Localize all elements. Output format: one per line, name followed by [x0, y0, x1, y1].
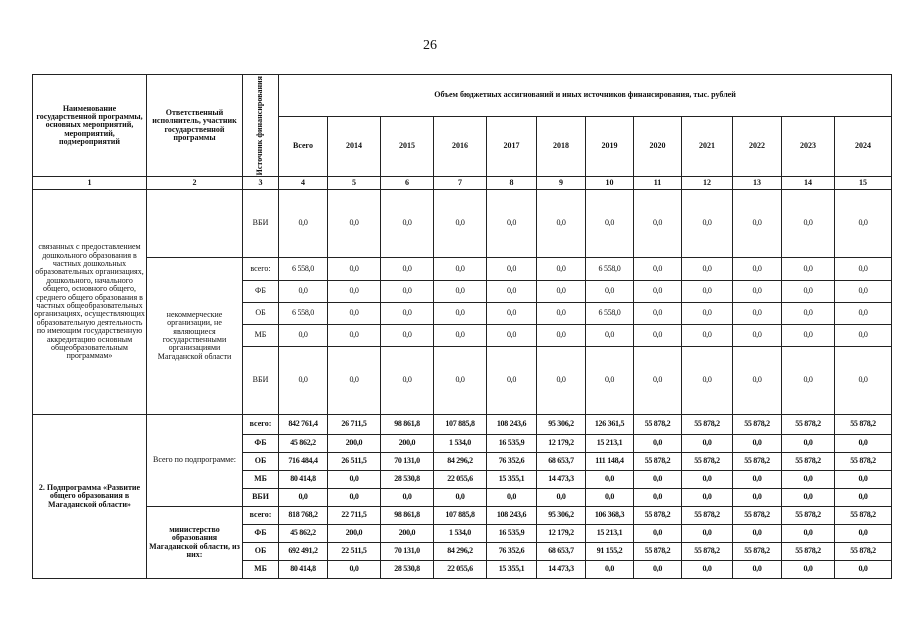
column-number-3: 3: [243, 177, 279, 190]
value-cell: 0,0: [634, 435, 682, 453]
value-cell: 84 296,2: [434, 543, 487, 561]
table-row: [33, 507, 892, 525]
value-cell: 0,0: [586, 281, 634, 303]
value-cell: 111 148,4: [586, 453, 634, 471]
header-row-1: [33, 75, 892, 117]
source-cell: МБ: [243, 471, 279, 489]
value-cell: 22 711,5: [328, 507, 381, 525]
value-cell: 80 414,8: [279, 561, 328, 579]
value-cell: 0,0: [586, 347, 634, 415]
value-cell: 0,0: [682, 561, 733, 579]
value-cell: 818 768,2: [279, 507, 328, 525]
value-cell: 0,0: [835, 561, 892, 579]
value-cell: 0,0: [733, 471, 782, 489]
header-year-2014: 2014: [328, 117, 381, 177]
executor-nonprofit: некоммерческие организации, не являющиеся государственными организациями Магаданской области: [147, 258, 243, 415]
value-cell: 716 484,4: [279, 453, 328, 471]
value-cell: 0,0: [733, 561, 782, 579]
value-cell: 55 878,2: [835, 453, 892, 471]
source-cell: ФБ: [243, 435, 279, 453]
header-year-2024: 2024: [835, 117, 892, 177]
value-cell: 0,0: [434, 347, 487, 415]
value-cell: 0,0: [733, 325, 782, 347]
value-cell: 28 530,8: [381, 561, 434, 579]
value-cell: 200,0: [328, 435, 381, 453]
value-cell: 12 179,2: [537, 435, 586, 453]
value-cell: 15 213,1: [586, 525, 634, 543]
value-cell: 76 352,6: [487, 453, 537, 471]
value-cell: 0,0: [381, 303, 434, 325]
value-cell: 126 361,5: [586, 415, 634, 435]
value-cell: 6 558,0: [279, 258, 328, 281]
header-year-2016: 2016: [434, 117, 487, 177]
value-cell: 0,0: [733, 435, 782, 453]
value-cell: 0,0: [381, 347, 434, 415]
value-cell: 55 878,2: [682, 543, 733, 561]
value-cell: 0,0: [279, 281, 328, 303]
value-cell: 55 878,2: [835, 507, 892, 525]
value-cell: 0,0: [733, 489, 782, 507]
value-cell: 6 558,0: [586, 258, 634, 281]
value-cell: 98 861,8: [381, 507, 434, 525]
value-cell: 91 155,2: [586, 543, 634, 561]
value-cell: 200,0: [381, 525, 434, 543]
column-number-10: 10: [586, 177, 634, 190]
value-cell: 0,0: [634, 190, 682, 258]
source-cell: ОБ: [243, 453, 279, 471]
value-cell: 55 878,2: [782, 543, 835, 561]
value-cell: 0,0: [835, 435, 892, 453]
value-cell: 0,0: [537, 258, 586, 281]
value-cell: 15 213,1: [586, 435, 634, 453]
value-cell: 0,0: [782, 489, 835, 507]
value-cell: 0,0: [634, 471, 682, 489]
value-cell: 0,0: [782, 258, 835, 281]
value-cell: 68 653,7: [537, 543, 586, 561]
value-cell: 0,0: [782, 435, 835, 453]
budget-table: [32, 74, 892, 579]
value-cell: 0,0: [328, 190, 381, 258]
value-cell: 26 711,5: [328, 415, 381, 435]
value-cell: 0,0: [835, 471, 892, 489]
value-cell: 15 355,1: [487, 471, 537, 489]
value-cell: 0,0: [682, 471, 733, 489]
value-cell: 0,0: [682, 489, 733, 507]
page-number: 26: [423, 38, 437, 53]
value-cell: 0,0: [835, 489, 892, 507]
value-cell: 0,0: [782, 561, 835, 579]
value-cell: 0,0: [634, 561, 682, 579]
value-cell: 0,0: [328, 489, 381, 507]
value-cell: 0,0: [487, 281, 537, 303]
value-cell: 95 306,2: [537, 415, 586, 435]
value-cell: 1 534,0: [434, 435, 487, 453]
value-cell: 0,0: [381, 281, 434, 303]
value-cell: 0,0: [634, 489, 682, 507]
source-cell: МБ: [243, 325, 279, 347]
value-cell: 0,0: [682, 303, 733, 325]
value-cell: 0,0: [434, 303, 487, 325]
value-cell: 80 414,8: [279, 471, 328, 489]
value-cell: 68 653,7: [537, 453, 586, 471]
value-cell: 0,0: [434, 489, 487, 507]
value-cell: 106 368,3: [586, 507, 634, 525]
value-cell: 0,0: [682, 435, 733, 453]
value-cell: 6 558,0: [279, 303, 328, 325]
value-cell: 0,0: [682, 525, 733, 543]
value-cell: 0,0: [733, 258, 782, 281]
ministry-executor: министерство образования Магаданской области, из них:: [147, 507, 243, 579]
source-cell: всего:: [243, 258, 279, 281]
source-cell: ВБИ: [243, 347, 279, 415]
value-cell: 0,0: [782, 471, 835, 489]
value-cell: 55 878,2: [733, 543, 782, 561]
value-cell: 45 862,2: [279, 525, 328, 543]
column-number-4: 4: [279, 177, 328, 190]
subprogram-2-name: 2. Подпрограмма «Развитие общего образования в Магаданской области»: [33, 415, 147, 579]
value-cell: 0,0: [682, 347, 733, 415]
value-cell: 55 878,2: [682, 507, 733, 525]
value-cell: 0,0: [733, 347, 782, 415]
value-cell: 0,0: [733, 525, 782, 543]
value-cell: 84 296,2: [434, 453, 487, 471]
value-cell: 55 878,2: [835, 415, 892, 435]
value-cell: 0,0: [328, 325, 381, 347]
value-cell: 12 179,2: [537, 525, 586, 543]
table-row: [33, 415, 892, 435]
value-cell: 0,0: [279, 325, 328, 347]
value-cell: 0,0: [782, 303, 835, 325]
value-cell: 45 862,2: [279, 435, 328, 453]
header-year-2018: 2018: [537, 117, 586, 177]
value-cell: 0,0: [682, 325, 733, 347]
value-cell: 55 878,2: [682, 453, 733, 471]
value-cell: 0,0: [487, 489, 537, 507]
value-cell: 0,0: [434, 325, 487, 347]
source-cell: ФБ: [243, 525, 279, 543]
value-cell: 0,0: [586, 489, 634, 507]
value-cell: 0,0: [782, 281, 835, 303]
header-year-2020: 2020: [634, 117, 682, 177]
value-cell: 55 878,2: [733, 507, 782, 525]
value-cell: 76 352,6: [487, 543, 537, 561]
header-source: Источник финансирования: [243, 75, 279, 177]
value-cell: 0,0: [537, 303, 586, 325]
value-cell: 70 131,0: [381, 453, 434, 471]
value-cell: 0,0: [586, 325, 634, 347]
column-number-13: 13: [733, 177, 782, 190]
value-cell: 0,0: [682, 258, 733, 281]
table-row: [33, 190, 892, 258]
value-cell: 55 878,2: [782, 507, 835, 525]
value-cell: 0,0: [537, 325, 586, 347]
value-cell: 22 511,5: [328, 543, 381, 561]
column-number-11: 11: [634, 177, 682, 190]
value-cell: 0,0: [434, 258, 487, 281]
header-year-2023: 2023: [782, 117, 835, 177]
value-cell: 108 243,6: [487, 415, 537, 435]
header-year-2017: 2017: [487, 117, 537, 177]
value-cell: 0,0: [682, 281, 733, 303]
value-cell: 0,0: [381, 325, 434, 347]
value-cell: 95 306,2: [537, 507, 586, 525]
value-cell: 55 878,2: [634, 453, 682, 471]
subprogram-total-label: Всего по подпрограмме:: [147, 415, 243, 507]
value-cell: 0,0: [328, 471, 381, 489]
value-cell: 1 534,0: [434, 525, 487, 543]
value-cell: 55 878,2: [682, 415, 733, 435]
value-cell: 0,0: [586, 471, 634, 489]
header-year-2022: 2022: [733, 117, 782, 177]
source-cell: ФБ: [243, 281, 279, 303]
value-cell: 0,0: [434, 281, 487, 303]
value-cell: 0,0: [835, 258, 892, 281]
value-cell: 70 131,0: [381, 543, 434, 561]
value-cell: 0,0: [782, 347, 835, 415]
value-cell: 0,0: [586, 561, 634, 579]
header-budget-group: Объем бюджетных ассигнований и иных источников финансирования, тыс. рублей: [279, 75, 892, 117]
source-cell: МБ: [243, 561, 279, 579]
value-cell: 0,0: [328, 561, 381, 579]
value-cell: 0,0: [279, 347, 328, 415]
header-executor: Ответственный исполнитель, участник государственной программы: [147, 75, 243, 177]
column-number-8: 8: [487, 177, 537, 190]
value-cell: 0,0: [586, 190, 634, 258]
value-cell: 0,0: [835, 325, 892, 347]
value-cell: 0,0: [537, 347, 586, 415]
value-cell: 0,0: [487, 190, 537, 258]
value-cell: 108 243,6: [487, 507, 537, 525]
value-cell: 0,0: [733, 190, 782, 258]
value-cell: 0,0: [537, 190, 586, 258]
value-cell: 0,0: [634, 347, 682, 415]
value-cell: 28 530,8: [381, 471, 434, 489]
value-cell: 15 355,1: [487, 561, 537, 579]
header-year-2015: 2015: [381, 117, 434, 177]
value-cell: 16 535,9: [487, 435, 537, 453]
value-cell: 0,0: [328, 347, 381, 415]
value-cell: 0,0: [487, 325, 537, 347]
value-cell: 0,0: [487, 258, 537, 281]
value-cell: 0,0: [634, 281, 682, 303]
table-row: [33, 258, 892, 281]
value-cell: 0,0: [835, 303, 892, 325]
value-cell: 0,0: [634, 303, 682, 325]
value-cell: 22 055,6: [434, 471, 487, 489]
source-cell: ОБ: [243, 543, 279, 561]
value-cell: 0,0: [487, 303, 537, 325]
value-cell: 55 878,2: [782, 453, 835, 471]
value-cell: 0,0: [835, 347, 892, 415]
value-cell: 0,0: [782, 325, 835, 347]
header-year-2019: 2019: [586, 117, 634, 177]
value-cell: 16 535,9: [487, 525, 537, 543]
value-cell: 0,0: [381, 489, 434, 507]
column-number-5: 5: [328, 177, 381, 190]
column-number-6: 6: [381, 177, 434, 190]
value-cell: 0,0: [434, 190, 487, 258]
value-cell: 55 878,2: [835, 543, 892, 561]
value-cell: 55 878,2: [782, 415, 835, 435]
value-cell: 0,0: [537, 489, 586, 507]
column-number-12: 12: [682, 177, 733, 190]
value-cell: 0,0: [279, 190, 328, 258]
value-cell: 0,0: [782, 190, 835, 258]
value-cell: 0,0: [782, 525, 835, 543]
column-number-2: 2: [147, 177, 243, 190]
value-cell: 107 885,8: [434, 415, 487, 435]
value-cell: 0,0: [381, 190, 434, 258]
value-cell: 0,0: [328, 258, 381, 281]
value-cell: 26 511,5: [328, 453, 381, 471]
value-cell: 107 885,8: [434, 507, 487, 525]
value-cell: 55 878,2: [733, 453, 782, 471]
source-cell: ОБ: [243, 303, 279, 325]
value-cell: 0,0: [634, 525, 682, 543]
value-cell: 200,0: [381, 435, 434, 453]
column-number-15: 15: [835, 177, 892, 190]
column-number-1: 1: [33, 177, 147, 190]
value-cell: 0,0: [537, 281, 586, 303]
value-cell: 6 558,0: [586, 303, 634, 325]
value-cell: 14 473,3: [537, 471, 586, 489]
column-number-9: 9: [537, 177, 586, 190]
value-cell: 0,0: [634, 258, 682, 281]
value-cell: 0,0: [835, 525, 892, 543]
value-cell: 0,0: [634, 325, 682, 347]
header-year-2021: 2021: [682, 117, 733, 177]
value-cell: 0,0: [328, 303, 381, 325]
value-cell: 55 878,2: [634, 507, 682, 525]
column-number-14: 14: [782, 177, 835, 190]
value-cell: 22 055,6: [434, 561, 487, 579]
subprogram-item-name: связанных с предоставлением дошкольного образования в частных дошкольных образовательных организациях, дошкольного, начального общего, основного общего, среднего общего образования в частных общеобразовательных организациях, осуществляющих образовательную деятельность по имеющим государственную аккредитацию основным общеобразовательным программам»: [33, 190, 147, 415]
value-cell: 842 761,4: [279, 415, 328, 435]
value-cell: 0,0: [279, 489, 328, 507]
source-cell: всего:: [243, 415, 279, 435]
value-cell: 0,0: [381, 258, 434, 281]
value-cell: 55 878,2: [733, 415, 782, 435]
value-cell: 0,0: [682, 190, 733, 258]
source-cell: ВБИ: [243, 190, 279, 258]
value-cell: 0,0: [487, 347, 537, 415]
value-cell: 0,0: [328, 281, 381, 303]
value-cell: 0,0: [835, 281, 892, 303]
value-cell: 692 491,2: [279, 543, 328, 561]
value-cell: 0,0: [733, 303, 782, 325]
executor-cell-empty: [147, 190, 243, 258]
header-program-name: Наименование государственной программы, основных мероприятий, мероприятий, подмероприятий: [33, 75, 147, 177]
value-cell: 55 878,2: [634, 543, 682, 561]
value-cell: 55 878,2: [634, 415, 682, 435]
header-year-total: Всего: [279, 117, 328, 177]
value-cell: 98 861,8: [381, 415, 434, 435]
column-number-7: 7: [434, 177, 487, 190]
source-cell: ВБИ: [243, 489, 279, 507]
value-cell: 200,0: [328, 525, 381, 543]
value-cell: 0,0: [733, 281, 782, 303]
source-cell: всего:: [243, 507, 279, 525]
value-cell: 0,0: [835, 190, 892, 258]
value-cell: 14 473,3: [537, 561, 586, 579]
header-numbers-row: [33, 177, 892, 190]
